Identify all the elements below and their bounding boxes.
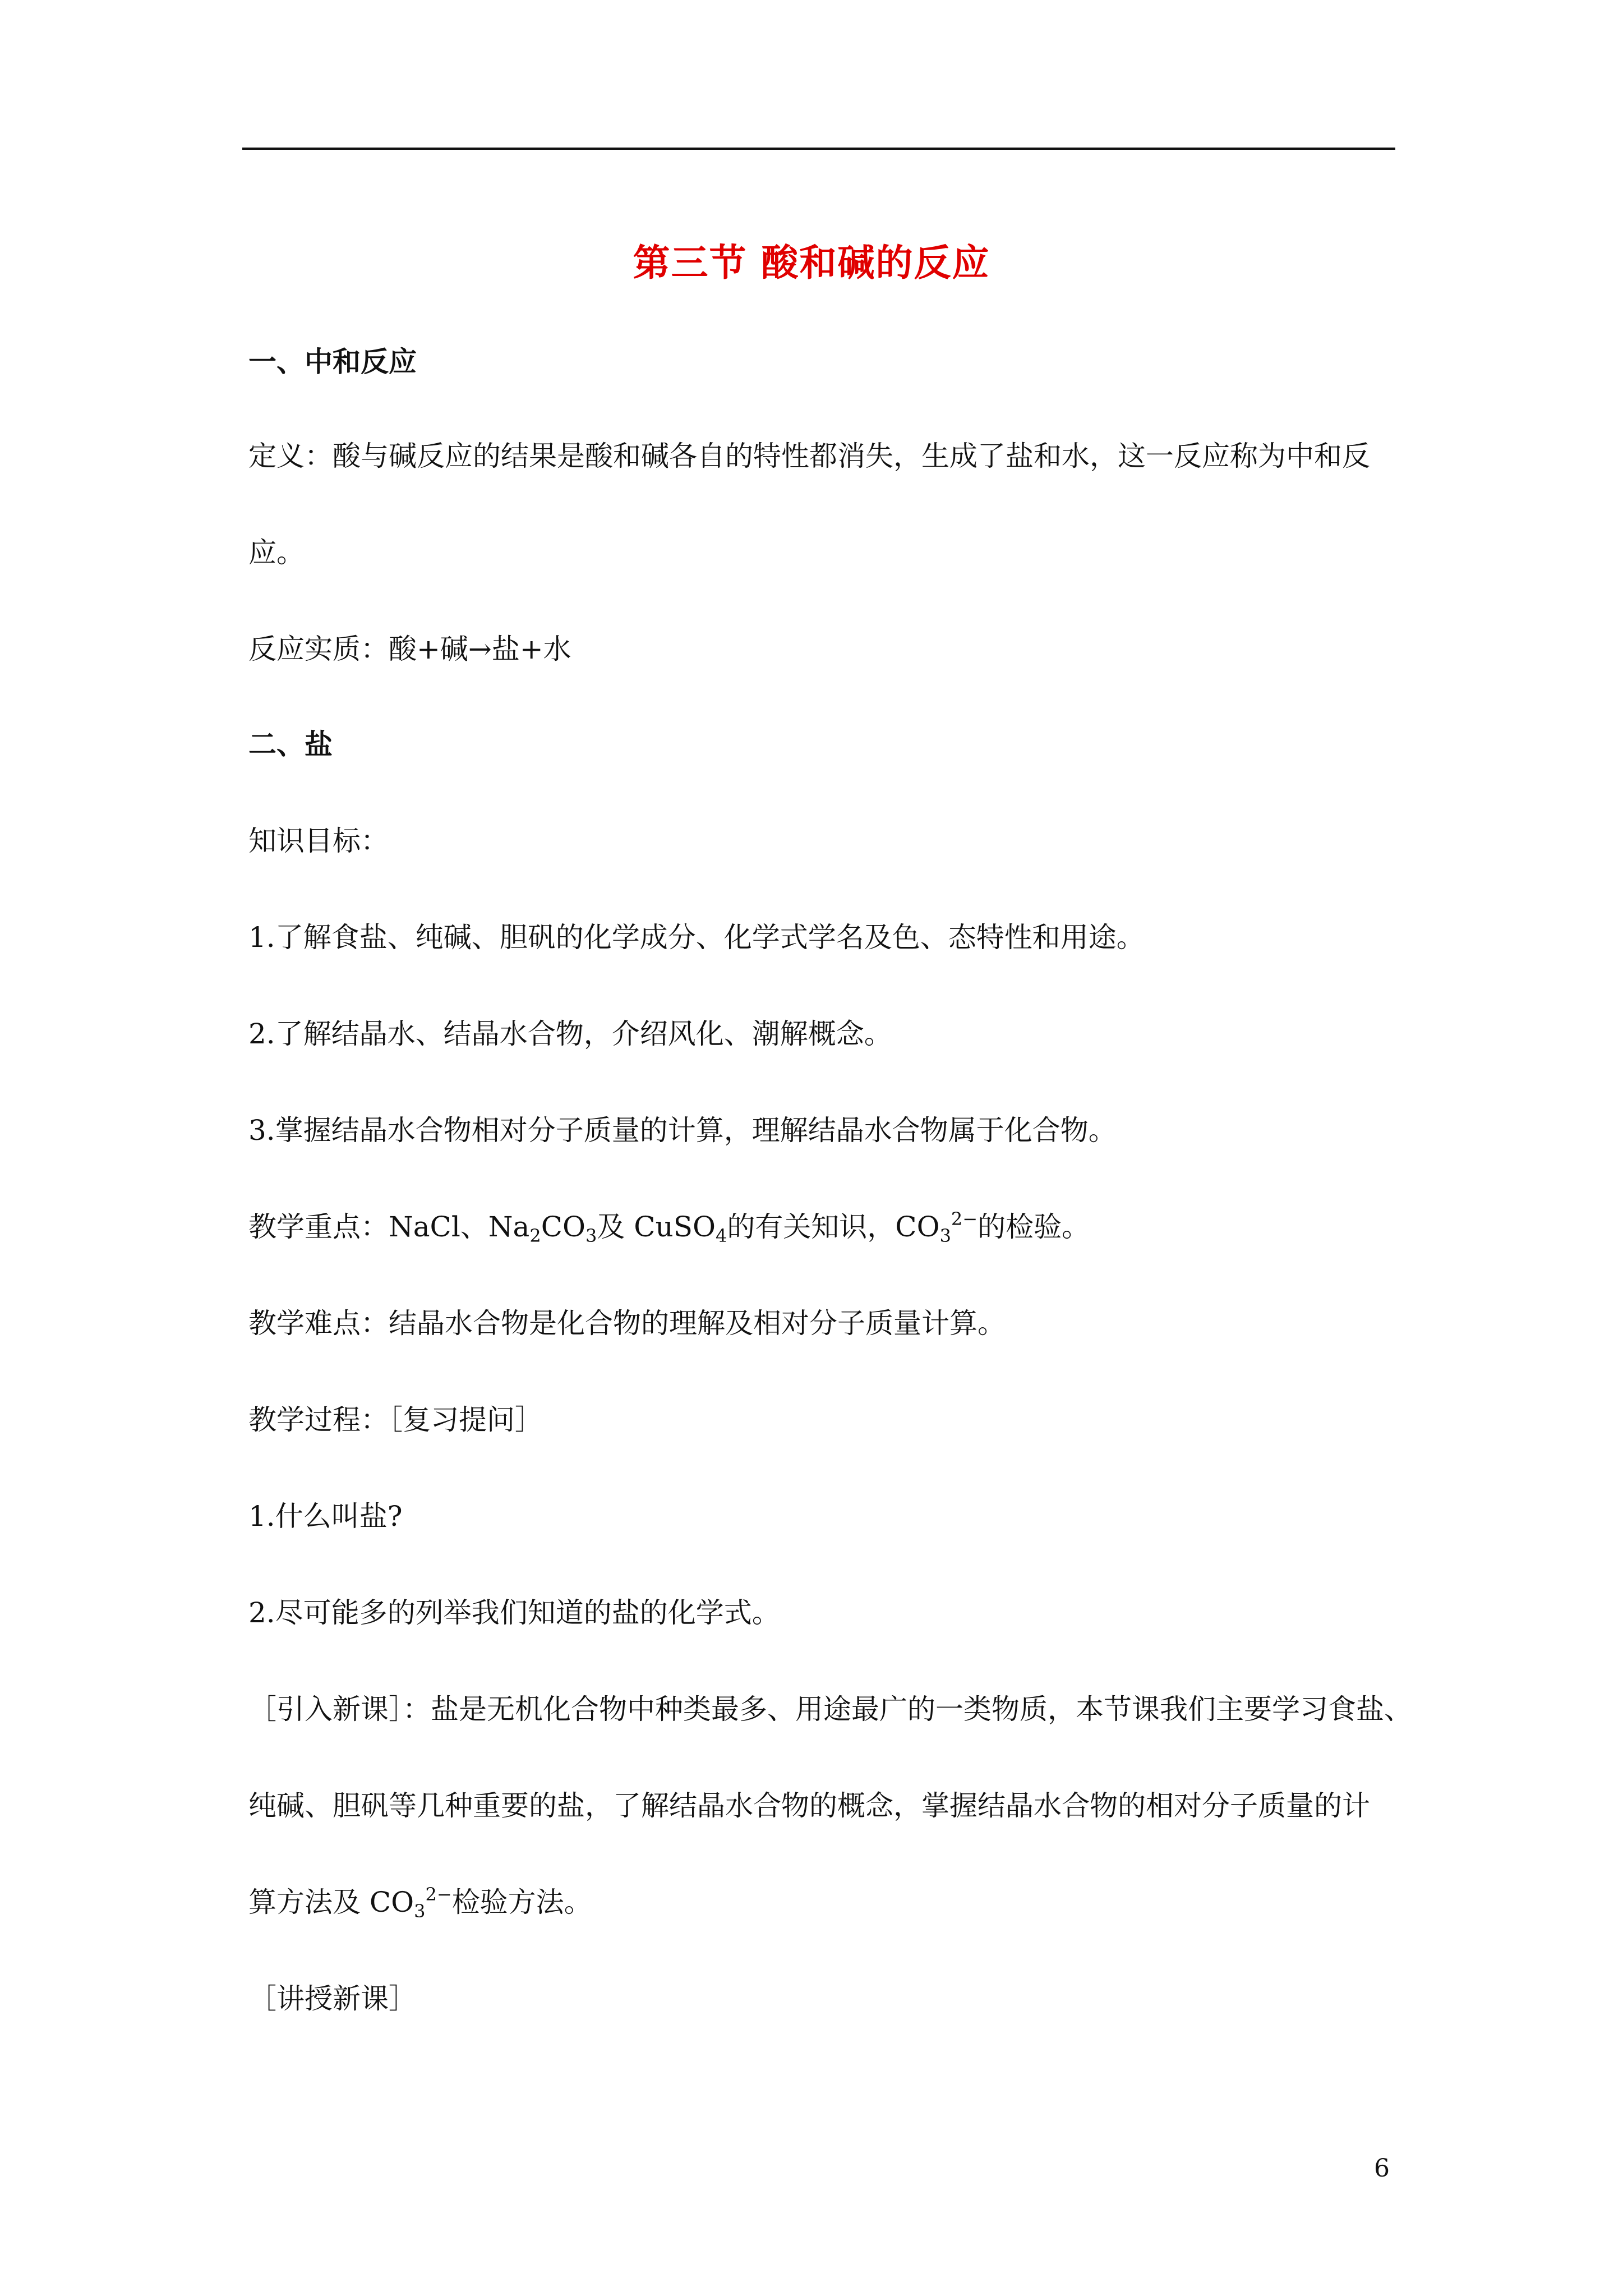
teaching-key-points: 教学重点：NaCl、$Na_2CO_3$及 CuSO$_4$的有关知识，$CO_3^{2-}$的检验。 — [248, 1208, 1090, 1246]
header-rule — [242, 148, 1395, 150]
section1-heading: 一、中和反应 — [248, 346, 417, 378]
definition-line1: 定义：酸与碱反应的结果是酸和碱各自的特性都消失，生成了盐和水，这一反应称为中和反 — [248, 440, 1370, 472]
review-question-2: 2.尽可能多的列举我们知道的盐的化学式。 — [248, 1596, 780, 1629]
review-question-1: 1.什么叫盐? — [248, 1500, 403, 1533]
reaction-essence: 反应实质：酸+碱→盐+水 — [248, 633, 571, 665]
teaching-process: 教学过程：［复习提问］ — [248, 1404, 543, 1436]
page-number: 6 — [1374, 2154, 1390, 2183]
goal-2: 2.了解结晶水、结晶水合物，介绍风化、潮解概念。 — [248, 1018, 892, 1050]
lecture-new-lesson: ［讲授新课］ — [248, 1982, 417, 2015]
intro-line3: 算方法及 $CO_3^{2-}$检验方法。 — [248, 1884, 592, 1922]
intro-line2: 纯碱、胆矾等几种重要的盐，了解结晶水合物的概念，掌握结晶水合物的相对分子质量的计 — [248, 1789, 1370, 1822]
goal-3: 3.掌握结晶水合物相对分子质量的计算，理解结晶水合物属于化合物。 — [248, 1114, 1117, 1147]
definition-line2: 应。 — [248, 536, 305, 569]
page-title: 第三节 酸和碱的反应 — [633, 241, 990, 284]
intro-line1: ［引入新课］：盐是无机化合物中种类最多、用途最广的一类物质，本节课我们主要学习食盐、 — [248, 1693, 1412, 1726]
goal-1: 1.了解食盐、纯碱、胆矾的化学成分、化学式学名及色、态特性和用途。 — [248, 921, 1145, 954]
section2-heading: 二、盐 — [248, 728, 333, 761]
knowledge-goal-label: 知识目标： — [248, 825, 389, 857]
teaching-difficulty: 教学难点：结晶水合物是化合物的理解及相对分子质量计算。 — [248, 1307, 1006, 1340]
